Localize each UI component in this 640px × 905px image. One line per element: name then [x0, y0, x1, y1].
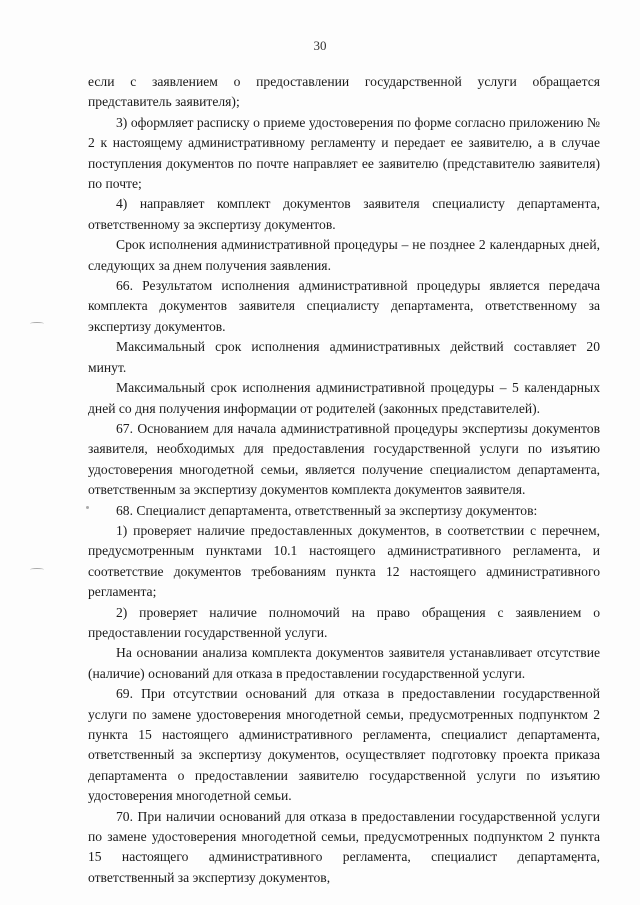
document-body	[88, 72, 600, 888]
paragraph: 3) оформляет расписку о приеме удостоверения по форме согласно приложению № 2 к настоящему административному регламенту и передает ее заявителю, а в случае поступления документов по почте направляет ее заявителю (представителю заявителя) по почте;	[88, 114, 600, 192]
paragraph: На основании анализа комплекта документов заявителя устанавливает отсутствие (наличие) оснований для отказа в предоставлении государственной услуги.	[88, 645, 600, 681]
paragraph: 68. Специалист департамента, ответственный за экспертизу документов:	[116, 502, 538, 518]
paragraph: 2) проверяет наличие полномочий на право обращения с заявлением о предоставлении государственной услуги.	[88, 604, 600, 640]
scan-artifact-mark	[30, 568, 44, 571]
paragraph: 67. Основанием для начала административной процедуры экспертизы документов заявителя, необходимых для предоставления государственной услуги по изъятию удостоверения многодетной семьи, является получение специалистом департамента, ответственным за экспертизу документов комплекта документов заявителя.	[88, 420, 600, 498]
paragraph: Максимальный срок исполнения административной процедуры – 5 календарных дней со дня получения информации от родителей (законных представителей).	[88, 380, 600, 416]
paragraph: 70. При наличии оснований для отказа в предоставлении государственной услуги по замене удостоверения многодетной семьи, предусмотренных подпунктом 2 пункта 15 настоящего административного регламента, специалист департамента, ответственный за экспертизу документов,	[88, 808, 600, 885]
paragraph: 4) направляет комплект документов заявителя специалисту департамента, ответственному за экспертизу документов.	[88, 196, 600, 232]
paragraph: 66. Результатом исполнения административной процедуры является передача комплекта документов заявителя специалисту департамента, ответственному за экспертизу документов.	[88, 278, 600, 334]
paragraph: 69. При отсутствии оснований для отказа в предоставлении государственной услуги по замене удостоверения многодетной семьи, предусмотренных подпунктом 2 пункта 15 настоящего административного регламента, специалист департамента, ответственный за экспертизу документов, осуществляет подготовку проекта приказа департамента о предоставлении заявителю государственной услуги по изъятию удостоверения многодетной семьи.	[88, 686, 600, 804]
page-number: 30	[313, 38, 327, 53]
scan-artifact-mark	[30, 322, 44, 325]
paragraph: Срок исполнения административной процедуры – не позднее 2 календарных дней, следующих за днем получения заявления.	[88, 237, 600, 273]
paragraph: если с заявлением о предоставлении государственной услуги обращается представитель заявителя);	[88, 74, 600, 110]
paragraph: Максимальный срок исполнения административных действий составляет 20 минут.	[88, 339, 600, 375]
paragraph: 1) проверяет наличие предоставленных документов, в соответствии с перечнем, предусмотренным пунктами 10.1 настоящего административного регламента, и соответствие документов требованиям пункта 12 настоящего административного регламента;	[88, 522, 600, 600]
